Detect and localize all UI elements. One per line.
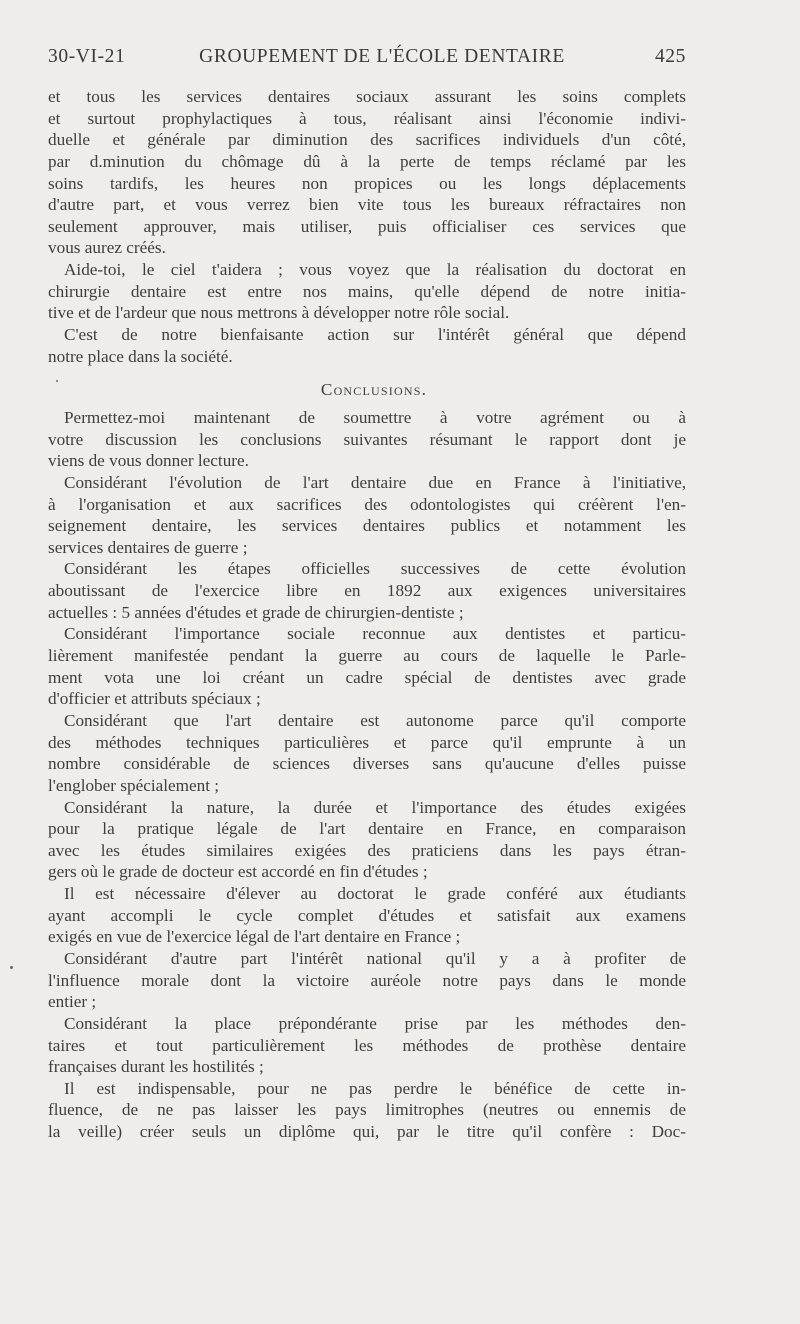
header-date: 30-VI-21 <box>48 46 126 67</box>
text-line: ayant accompli le cycle complet d'études et satisfait aux examens <box>48 905 686 925</box>
text-line: et tous les services dentaires sociaux assurant les soins complets <box>48 87 686 106</box>
paragraph-start: Il est indispensable, pour ne pas perdre le bénéfice de cette in- <box>64 1078 686 1098</box>
text-line: exigés en vue de l'exercice légal de l'art dentaire en France ; <box>48 927 461 947</box>
text-line: soins tardifs, les heures non propices ou les longs déplacements <box>48 173 686 193</box>
text-line: taires et tout particulièrement les méthodes de prothèse dentaire <box>48 1035 686 1055</box>
paragraph-start: Il est nécessaire d'élever au doctorat le grade conféré aux étudiants <box>64 884 686 904</box>
text-line: des méthodes techniques particulières et parce qu'il emprunte à un <box>48 732 686 752</box>
text-line: l'englober spécialement ; <box>48 775 220 795</box>
text-line: vous aurez créés. <box>48 238 166 258</box>
paragraph-start: Considérant l'évolution de l'art dentaire due en France à l'initiative, <box>64 472 686 492</box>
text-line: tive et de l'ardeur que nous mettrons à développer notre rôle social. <box>48 303 510 323</box>
text-line: viens de vous donner lecture. <box>48 451 249 471</box>
text-line: et surtout prophylactiques à tous, réalisant ainsi l'économie indivi- <box>48 108 686 128</box>
paper-speck <box>56 380 58 382</box>
paragraph-start: Considérant que l'art dentaire est autonome parce qu'il comporte <box>64 710 686 730</box>
text-line: duelle et générale par diminution des sacrifices individuels d'un côté, <box>48 130 686 150</box>
paragraph-start: Considérant la place prépondérante prise par les méthodes den- <box>64 1013 686 1033</box>
page-header <box>48 46 686 74</box>
paragraph-start: Considérant la nature, la durée et l'importance des études exigées <box>64 797 686 817</box>
text-line: notre place dans la société. <box>48 346 233 366</box>
text-line: l'influence morale dont la victoire auréole notre pays dans le monde <box>48 970 686 990</box>
text-line: gers où le grade de docteur est accordé en fin d'études ; <box>48 862 428 882</box>
body-text <box>48 86 686 1143</box>
text-line: la veille) créer seuls un diplôme qui, par le titre qu'il confère : Doc- <box>48 1122 686 1142</box>
paragraph-start: Considérant les étapes officielles successives de cette évolution <box>64 559 686 579</box>
text-line: ment vota une loi créant un cadre spécial de dentistes avec grade <box>48 667 686 687</box>
text-line: aboutissant de l'exercice libre en 1892 aux exigences universitaires <box>48 581 686 601</box>
text-line: services dentaires de guerre ; <box>48 537 248 557</box>
text-line: votre discussion les conclusions suivantes résumant le rapport dont je <box>48 429 686 449</box>
paragraph-start: Considérant d'autre part l'intérêt national qu'il y a à profiter de <box>64 948 686 968</box>
text-line: chirurgie dentaire est entre nos mains, qu'elle dépend de notre initia- <box>48 281 686 301</box>
text-line: avec les études similaires exigées des praticiens dans les pays étran- <box>48 840 686 860</box>
paragraph-start: C'est de notre bienfaisante action sur l'intérêt général que dépend <box>64 325 686 345</box>
page-number: 425 <box>654 46 686 67</box>
text-line: lièrement manifestée pendant la guerre au cours de laquelle le Parle- <box>48 646 686 666</box>
text-line: actuelles : 5 années d'études et grade de chirurgien-dentiste ; <box>48 602 464 622</box>
text-line: à l'organisation et aux sacrifices des odontologistes qui créèrent l'en- <box>48 494 686 514</box>
section-heading: Conclusions. <box>320 380 428 400</box>
paper-speck <box>10 966 13 969</box>
text-line: seignement dentaire, les services dentaires publics et notamment les <box>48 516 686 536</box>
text-line: françaises durant les hostilités ; <box>48 1057 264 1077</box>
paragraph-start: Permettez-moi maintenant de soumettre à votre agrément ou à <box>64 407 686 427</box>
text-line: d'autre part, et vous verrez bien vite tous les bureaux réfractaires non <box>48 195 686 215</box>
text-line: par d.minution du chômage dû à la perte de temps réclamé par les <box>48 151 686 171</box>
text-line: nombre considérable de sciences diverses sans qu'aucune d'elles puisse <box>48 754 686 774</box>
text-line: pour la pratique légale de l'art dentaire en France, en comparaison <box>48 819 686 839</box>
text-line: d'officier et attributs spéciaux ; <box>48 689 261 709</box>
paragraph-start: Aide-toi, le ciel t'aidera ; vous voyez que la réalisation du doctorat en <box>64 260 686 280</box>
text-line: entier ; <box>48 992 97 1012</box>
text-line: seulement approuver, mais utiliser, puis officialiser ces services que <box>48 216 686 236</box>
text-line: fluence, de ne pas laisser les pays limitrophes (neutres ou ennemis de <box>48 1100 686 1120</box>
paragraph-start: Considérant l'importance sociale reconnue aux dentistes et particu- <box>64 624 686 644</box>
running-title: GROUPEMENT DE L'ÉCOLE DENTAIRE <box>199 46 565 67</box>
